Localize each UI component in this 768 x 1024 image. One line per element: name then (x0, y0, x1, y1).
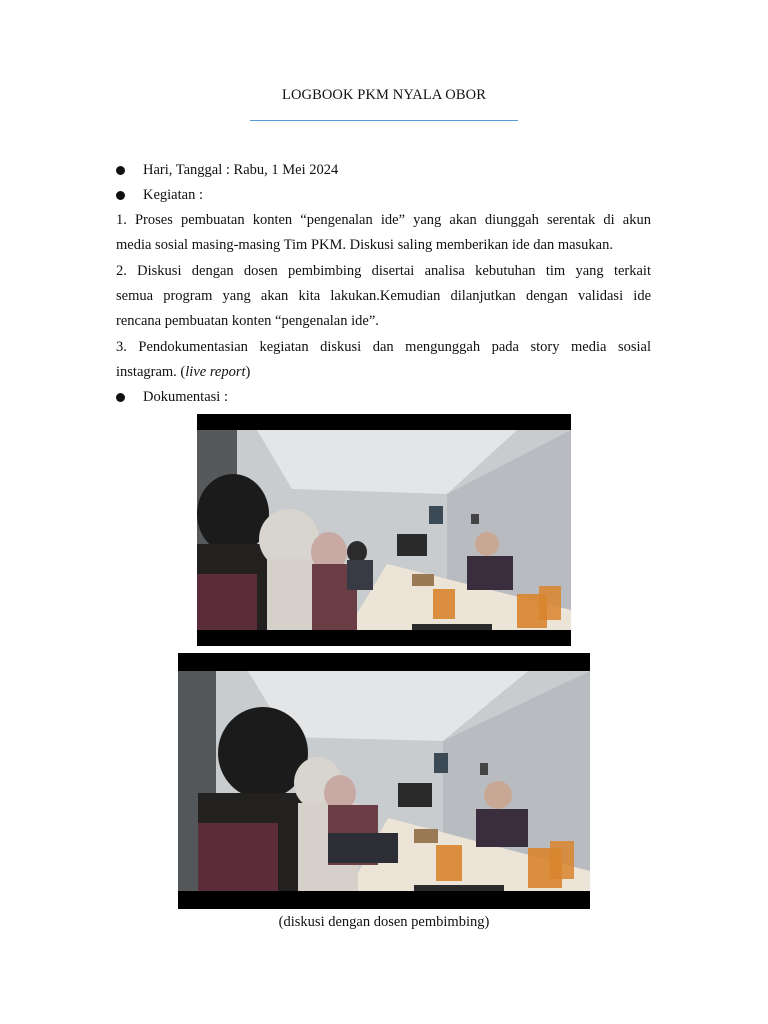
date-text: Hari, Tanggal : Rabu, 1 Mei 2024 (143, 162, 339, 178)
title-underline (250, 120, 518, 121)
bullet-dot-icon (116, 166, 125, 175)
item-3-prefix: instagram. ( (116, 364, 186, 380)
item-1-line-2: media sosial masing-masing Tim PKM. Diskusi saling memberikan ide dan masukan. (116, 237, 613, 253)
item-2-line-3: rencana pembuatan konten “pengenalan ide”. (116, 313, 379, 329)
item-2-line-2: semua program yang akan kita lakukan.Kemudian dilanjutkan dengan validasi ide (116, 288, 651, 304)
item-3-line-2 (116, 360, 651, 385)
item-3-line-1: 3. Pendokumentasian kegiatan diskusi dan mengunggah pada story media sosial (116, 339, 651, 355)
bullet-dot-icon (116, 393, 125, 402)
item-3-italic: live report (185, 364, 246, 380)
item-3-suffix: ) (245, 364, 251, 380)
bullet-dot-icon (116, 191, 125, 200)
documentation-photo-2 (178, 653, 590, 909)
item-2-line-1: 2. Diskusi dengan dosen pembimbing disertai analisa kebutuhan tim yang terkait (116, 263, 651, 279)
documentation-label: Dokumentasi : (143, 389, 228, 405)
photo-caption: (diskusi dengan dosen pembimbing) (278, 914, 490, 930)
document-title: LOGBOOK PKM NYALA OBOR (281, 87, 486, 103)
documentation-photo-1 (197, 414, 571, 646)
activity-label: Kegiatan : (143, 187, 203, 203)
item-1-line-1: 1. Proses pembuatan konten “pengenalan ide” yang akan diunggah serentak di akun (116, 212, 651, 228)
